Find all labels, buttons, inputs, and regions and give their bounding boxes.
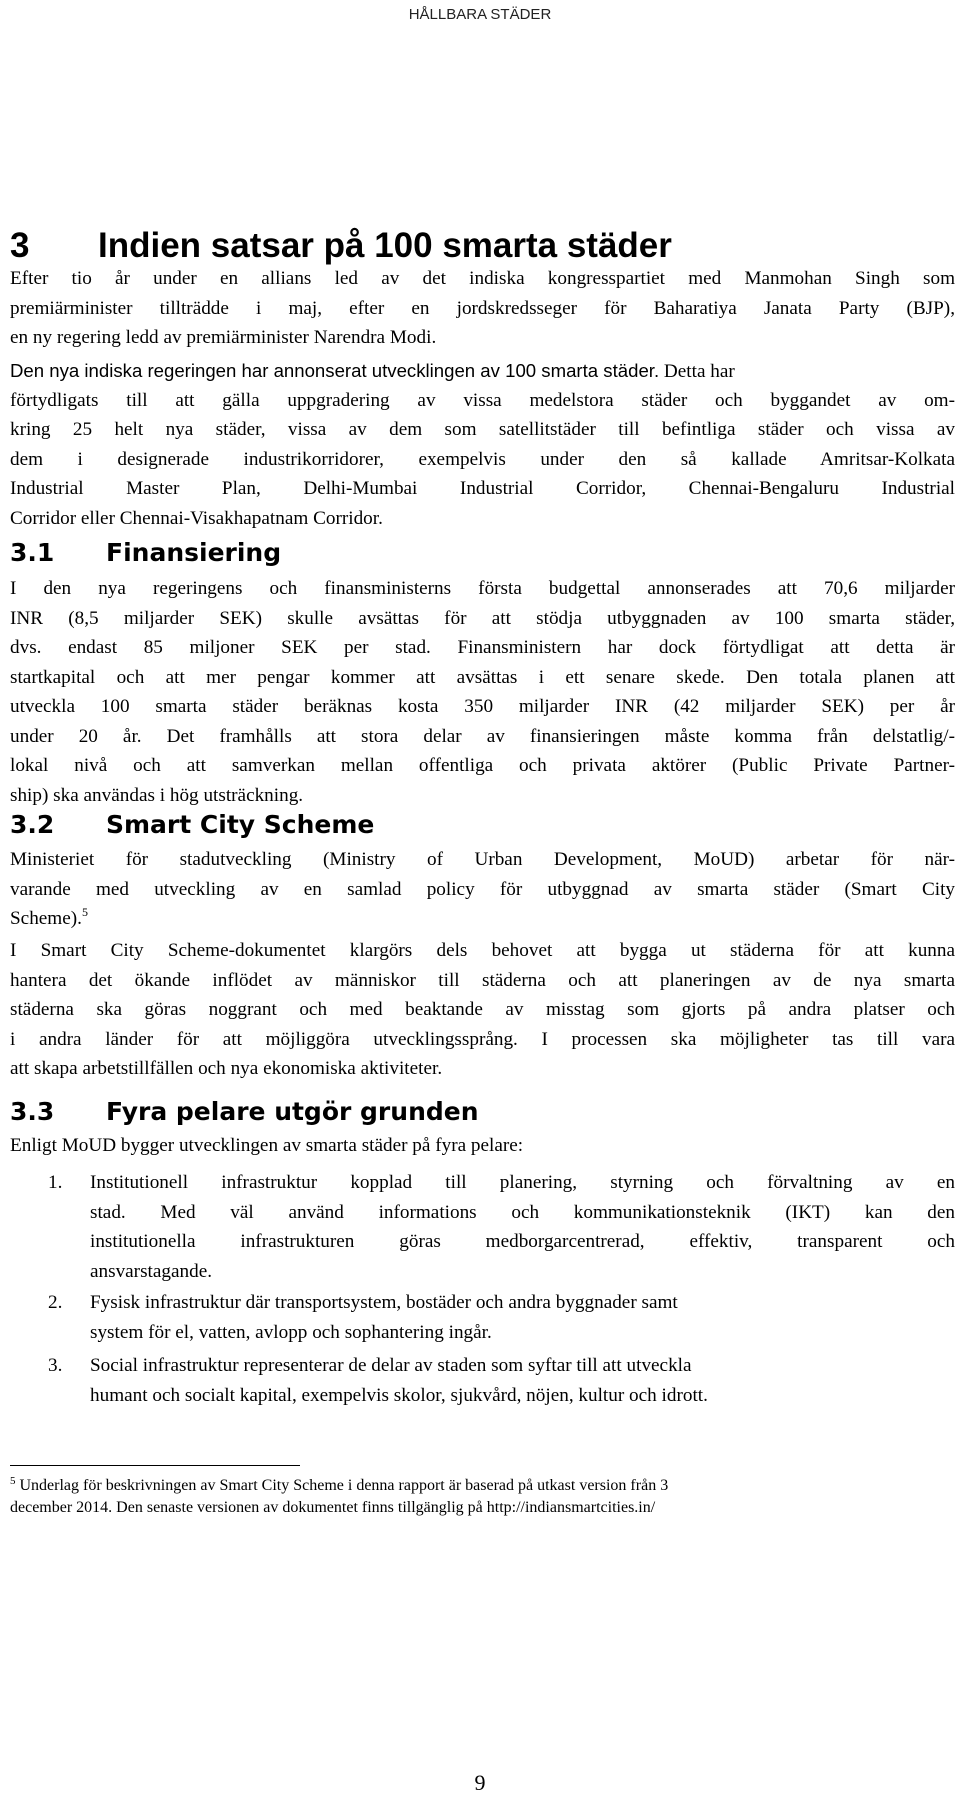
text-line: [10, 356, 955, 386]
subsection-title: Fyra pelare utgör grunden: [106, 1097, 479, 1126]
text-line: utveckla 100 smarta städer beräknas kosta 350 miljarder INR (42 miljarder SEK) per år: [10, 696, 955, 717]
text-line: ship) ska användas i hög utsträckning.: [10, 784, 304, 806]
subsection-heading: [10, 810, 374, 839]
text-line: att skapa arbetstillfällen och nya ekonomiska aktiviteter.: [10, 1058, 443, 1079]
subsection-title: Smart City Scheme: [106, 810, 375, 839]
section-title: Indien satsar på 100 smarta städer: [98, 226, 672, 265]
footnote-text: Underlag för beskrivningen av Smart City Scheme i denna rapport är baserad på utkast version från 3: [15, 1477, 669, 1494]
text-line: startkapital och att mer pengar kommer att avsättas i ett senare skede. Den totala planen att: [10, 666, 955, 688]
subsection-number: 3.3: [10, 1097, 55, 1126]
text-line: Institutionell infrastruktur kopplad till planering, styrning och förvaltning av en: [90, 1172, 955, 1193]
footnote-mark: 5: [10, 1475, 16, 1487]
footnote: [10, 1475, 955, 1519]
list-item: [90, 1168, 955, 1286]
text-line: lokal nivå och att samverkan mellan offentliga och privata aktörer (Public Private Partner-: [10, 755, 955, 776]
paragraph: [10, 936, 955, 1084]
text-fragment: Scheme).: [10, 908, 82, 929]
footnote-line: [10, 1475, 955, 1497]
text-fragment: Detta har: [659, 361, 735, 382]
text-line: Ministeriet för stadutveckling (Ministry of Urban Development, MoUD) arbetar för när-: [10, 849, 955, 870]
text-line: hantera det ökande inflödet av människor till städerna och att planeringen av de nya smarta: [10, 969, 955, 991]
text-line: i andra länder för att möjliggöra utvecklingssprång. I processen ska möjligheter tas till vara: [10, 1028, 955, 1050]
text-line: [10, 904, 955, 934]
paragraph: [10, 264, 955, 353]
text-line: Efter tio år under en allians led av det indiska kongresspartiet med Manmohan Singh som: [10, 268, 955, 289]
paragraph: [10, 845, 955, 934]
text-line: dem i designerade industrikorridorer, exempelvis under den så kallade Amritsar-Kolkata: [10, 448, 955, 470]
text-line: Fysisk infrastruktur där transportsystem, bostäder och andra byggnader samt: [90, 1292, 678, 1313]
section-number: 3: [10, 226, 30, 265]
text-line: Corridor eller Chennai-Visakhapatnam Corridor.: [10, 507, 383, 529]
list-number: 3.: [48, 1355, 63, 1376]
text-line: Enligt MoUD bygger utvecklingen av smarta städer på fyra pelare:: [10, 1135, 524, 1156]
text-line: kring 25 helt nya städer, vissa av dem som satellitstäder till befintliga städer och vissa av: [10, 419, 955, 440]
subsection-number: 3.2: [10, 810, 55, 839]
subsection-title: Finansiering: [106, 538, 282, 567]
paragraph: [10, 356, 955, 533]
text-line: humant och socialt kapital, exempelvis skolor, sjukvård, nöjen, kultur och idrott.: [90, 1384, 708, 1406]
text-line: Social infrastruktur representerar de delar av staden som syftar till att utveckla: [90, 1355, 692, 1376]
list-number: 1.: [48, 1172, 63, 1193]
text-line: Industrial Master Plan, Delhi-Mumbai Industrial Corridor, Chennai-Bengaluru Industrial: [10, 478, 955, 499]
footnote-reference[interactable]: 5: [81, 905, 88, 919]
text-line: system för el, vatten, avlopp och sophantering ingår.: [90, 1321, 492, 1343]
highlight-sentence: Den nya indiska regeringen har annonserat utvecklingen av 100 smarta städer.: [10, 360, 660, 381]
text-line: premiärminister tillträdde i maj, efter en jordskredsseger för Baharatiya Janata Party (BJP),: [10, 297, 955, 319]
text-line: en ny regering ledd av premiärminister Narendra Modi.: [10, 327, 437, 348]
text-line: dvs. endast 85 miljoner SEK per stad. Finansministern har dock förtydligat att detta är: [10, 637, 955, 658]
text-line: varande med utveckling av en samlad policy för utbyggnad av smarta städer (Smart City: [10, 878, 955, 900]
subsection-heading: [10, 1097, 479, 1126]
text-line: institutionella infrastrukturen göras medborgarcentrerad, effektiv, transparent och: [90, 1231, 955, 1252]
text-line: stad. Med väl använd informations och kommunikationsteknik (IKT) kan den: [90, 1201, 955, 1223]
text-line: I den nya regeringens och finansministerns första budgettal annonserades att 70,6 miljarder: [10, 578, 955, 599]
text-line: förtydligats till att gälla uppgradering av vissa medelstora städer och byggandet av om-: [10, 389, 955, 411]
text-line: ansvarstagande.: [90, 1260, 213, 1282]
list-item: [90, 1351, 955, 1410]
text-line: INR (8,5 miljarder SEK) skulle avsättas för att stödja utbyggnaden av 100 smarta städer,: [10, 607, 955, 629]
page-number: 9: [474, 1770, 486, 1795]
list-item: [90, 1288, 955, 1347]
footnote-line: december 2014. Den senaste versionen av dokumentet finns tillgänglig på http://indiansmartcities.in/: [10, 1499, 656, 1516]
paragraph: [10, 1131, 955, 1161]
text-line: I Smart City Scheme-dokumentet klargörs dels behovet att bygga ut städerna för att kunna: [10, 940, 955, 961]
text-line: städerna ska göras noggrant och med beaktande av misstag som gjorts på andra platser och: [10, 999, 955, 1020]
text-line: under 20 år. Det framhålls att stora delar av finansieringen måste komma från delstatlig/-: [10, 725, 955, 747]
subsection-number: 3.1: [10, 538, 55, 567]
list-number: 2.: [48, 1292, 63, 1313]
paragraph: [10, 574, 955, 810]
subsection-heading: [10, 538, 281, 567]
running-header: HÅLLBARA STÄDER: [408, 6, 552, 23]
footnote-divider: [10, 1465, 300, 1466]
section-heading: [10, 226, 672, 266]
